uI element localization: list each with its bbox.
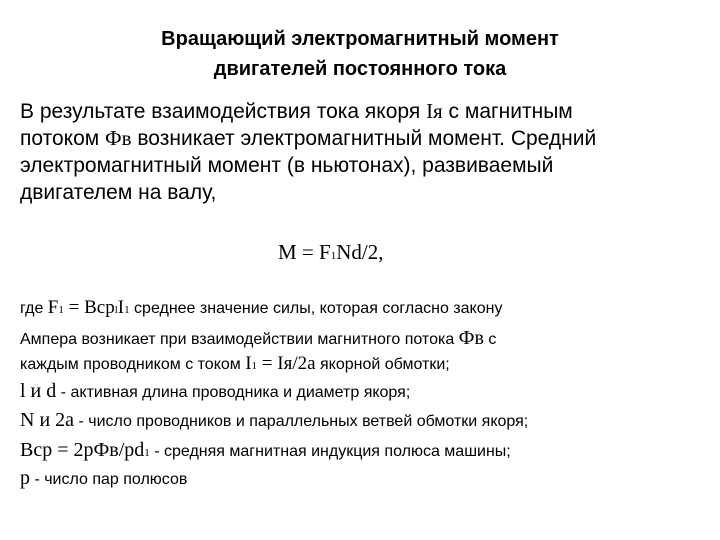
intro-text: В результате взаимодействия тока якоря [20,100,427,123]
subscript: 1 [251,360,258,372]
formula-part: = Bср [63,297,115,318]
magnetic-flux-symbol: Фв [458,327,484,349]
definition-text: с [483,331,497,348]
slide-title [60,24,660,84]
pole-pairs-symbol: p [20,467,30,489]
subscript: 1 [124,304,130,316]
current-symbol: I [245,353,252,374]
torque-formula [278,240,383,265]
conductor-count-symbols: N и 2а [20,409,75,431]
definition-line-5 [20,409,528,432]
intro-line-3: электромагнитный момент (в ньютонах), развиваемый [20,154,554,177]
intro-line-4: двигателем на валу, [20,181,217,204]
definition-text: якорной обмотки; [315,356,450,373]
intro-paragraph [20,98,710,206]
definition-text: - активная длина проводника и диаметр якоря; [56,384,411,401]
force-symbol: F [47,297,59,318]
intro-line-1 [20,98,710,125]
intro-text: потоком [20,127,106,150]
subscript: 1 [144,447,150,459]
title-line-2: двигателей постоянного тока [213,58,507,80]
intro-line-2 [20,125,710,152]
length-diameter-symbols: l и d [20,380,57,402]
formula-subscript: 1 [330,250,337,262]
definition-text: где [20,300,48,317]
definition-text: каждым проводником с током [20,356,246,373]
definition-line-6 [20,439,511,462]
definition-line-3 [20,353,450,375]
definition-text: - число проводников и параллельных ветвей обмотки якоря; [74,413,529,430]
subscript: l [114,304,118,316]
intro-text: с магнитным [442,100,573,123]
definition-text: - средняя магнитная индукция полюса машины; [149,443,511,460]
definition-text: Ампера возникает при взаимодействии магнитного потока [20,331,459,348]
magnetic-flux-symbol: Фв [105,126,132,150]
intro-text: возникает электромагнитный момент. Средний [131,127,597,150]
formula-part: Nd/2, [336,240,384,264]
current-symbol: I [117,297,125,318]
definition-line-7 [20,467,187,490]
subscript: 1 [58,304,64,316]
definition-line-4 [20,380,410,403]
definition-text: среднее значение силы, которая согласно закону [129,300,503,317]
definition-line-1 [20,297,502,319]
armature-current-symbol: Iя [426,99,443,123]
definition-text: - число пар полюсов [30,471,188,488]
induction-formula: Bср = 2рФв/pd [20,439,145,461]
formula-part: M = F [278,240,331,264]
formula-part: = Iя/2а [257,353,316,374]
title-line-1: Вращающий электромагнитный момент [161,28,559,50]
definition-line-2 [20,327,496,350]
